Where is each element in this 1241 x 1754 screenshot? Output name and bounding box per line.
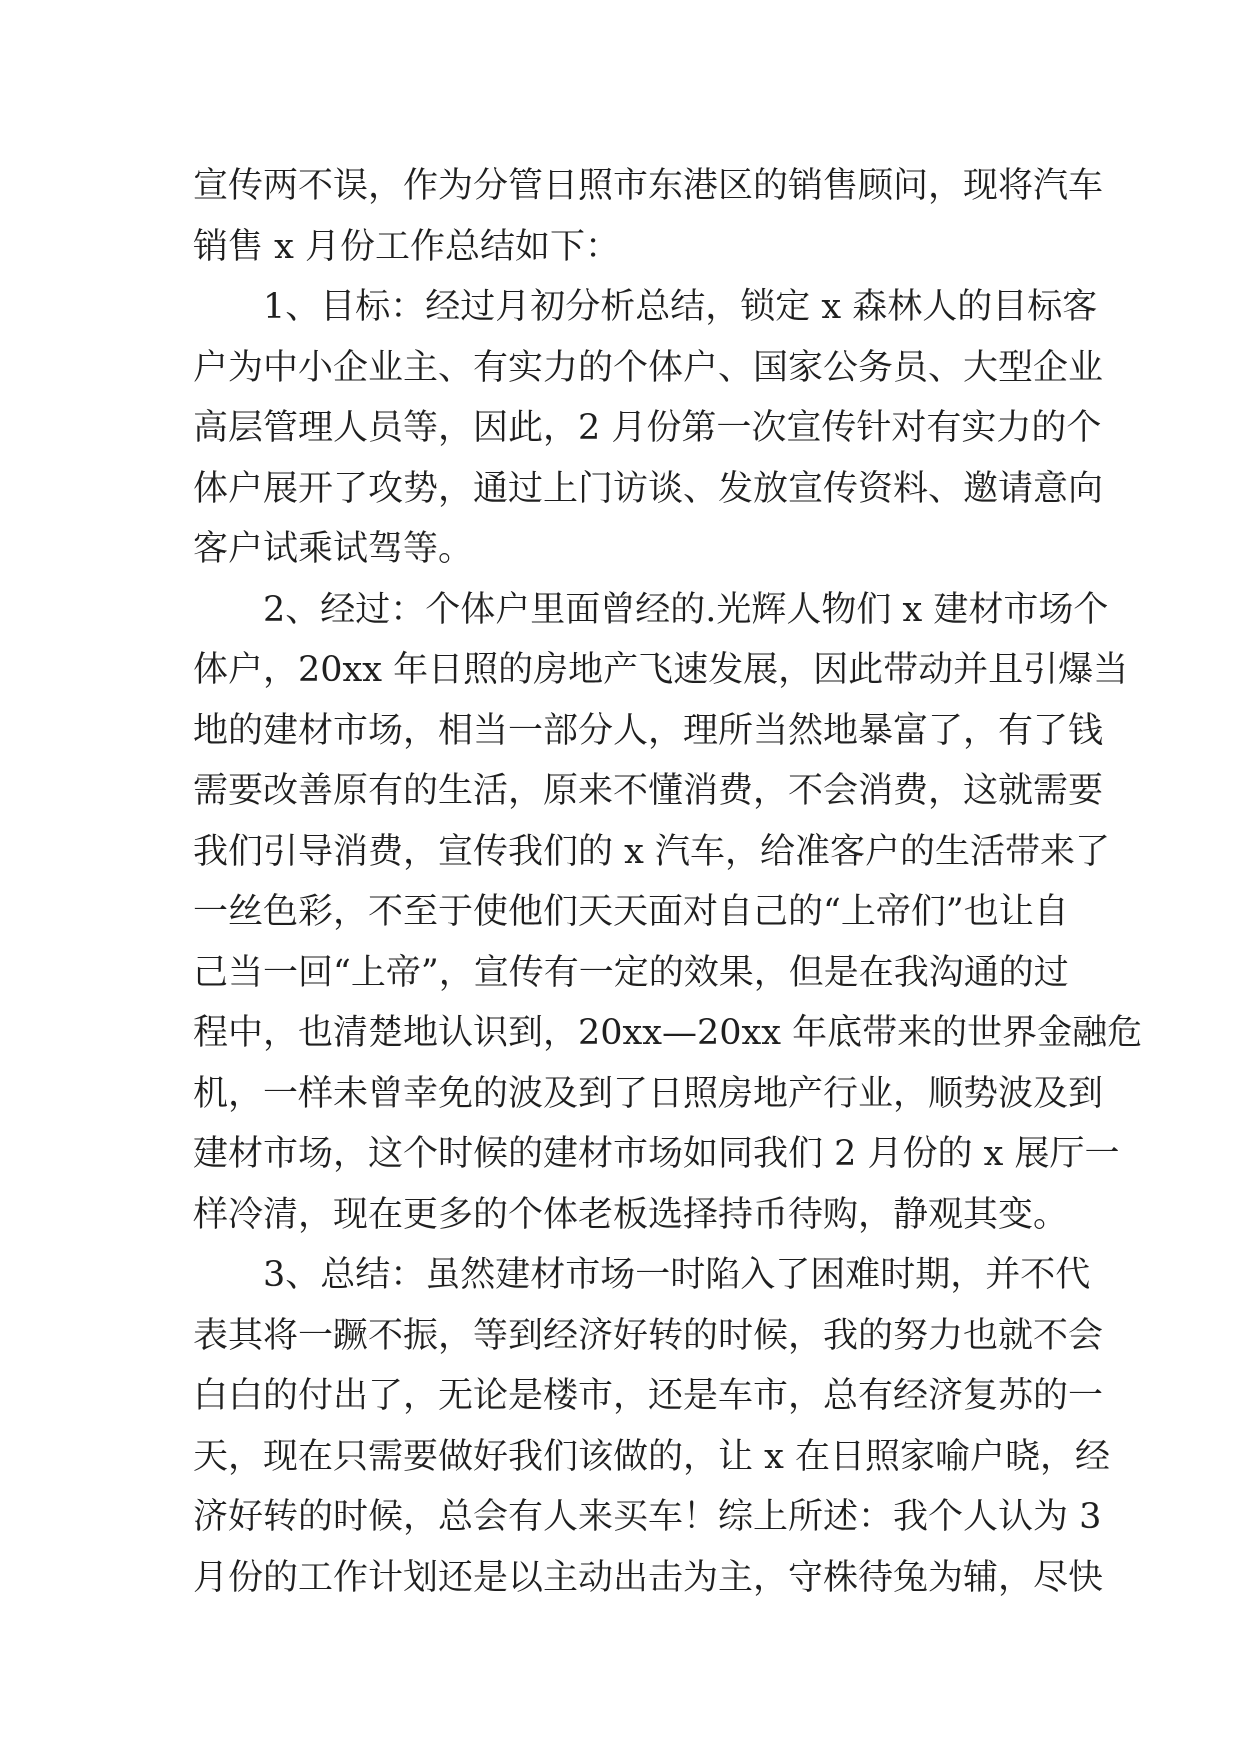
text-line: 济好转的时候，总会有人来买车！综上所述：我个人认为 3 bbox=[193, 1497, 1102, 1537]
text-line: 体户展开了攻势，通过上门访谈、发放宣传资料、邀请意向 bbox=[193, 468, 1104, 509]
text-line: 天，现在只需要做好我们该做的，让 x 在日照家喻户晓，经 bbox=[193, 1436, 1110, 1477]
text-line: 户为中小企业主、有实力的个体户、国家公务员、大型企业 bbox=[193, 347, 1104, 388]
text-line: 建材市场，这个时候的建材市场如同我们 2 月份的 x 展厅一 bbox=[193, 1134, 1120, 1174]
text-line: 表其将一蹶不振，等到经济好转的时候，我的努力也就不会 bbox=[193, 1315, 1104, 1356]
body-text bbox=[193, 156, 1143, 1608]
text-line: 高层管理人员等，因此，2 月份第一次宣传针对有实力的个 bbox=[193, 408, 1102, 448]
text-line: 我们引导消费，宣传我们的 x 汽车，给准客户的生活带来了 bbox=[193, 831, 1110, 872]
paragraph-1-first-line: 1、目标：经过月初分析总结，锁定 x 森林人的目标客 bbox=[263, 287, 1098, 327]
text-line: 程中，也清楚地认识到，20xx—20xx 年底带来的世界金融危 bbox=[193, 1013, 1143, 1053]
text-line: 样冷清，现在更多的个体老板选择持币待购，静观其变。 bbox=[193, 1194, 1069, 1235]
paragraph-3-first-line: 3、总结：虽然建材市场一时陷入了困难时期，并不代 bbox=[263, 1255, 1091, 1295]
text-line: 销售 x 月份工作总结如下： bbox=[193, 226, 620, 267]
text-line: 机，一样未曾幸免的波及到了日照房地产行业，顺势波及到 bbox=[193, 1073, 1104, 1114]
text-line: 需要改善原有的生活，原来不懂消费，不会消费，这就需要 bbox=[193, 771, 1104, 811]
text-line: 体户，20xx 年日照的房地产飞速发展，因此带动并且引爆当 bbox=[193, 650, 1129, 690]
text-line: 客户试乘试驾等。 bbox=[193, 529, 474, 569]
text-line: 一丝色彩，不至于使他们天天面对自己的“上帝们”也让自 bbox=[193, 892, 1069, 932]
text-line: 白白的付出了，无论是楼市，还是车市，总有经济复苏的一 bbox=[193, 1376, 1104, 1416]
text-line: 地的建材市场，相当一部分人，理所当然地暴富了，有了钱 bbox=[193, 710, 1104, 751]
text-line: 己当一回“上帝”，宣传有一定的效果，但是在我沟通的过 bbox=[193, 952, 1069, 993]
paragraph-2-first-line: 2、经过：个体户里面曾经的.光辉人物们 x 建材市场个 bbox=[263, 589, 1109, 630]
text-line: 宣传两不误，作为分管日照市东港区的销售顾问，现将汽车 bbox=[193, 166, 1104, 206]
text-line: 月份的工作计划还是以主动出击为主，守株待兔为辅，尽快 bbox=[193, 1557, 1104, 1598]
